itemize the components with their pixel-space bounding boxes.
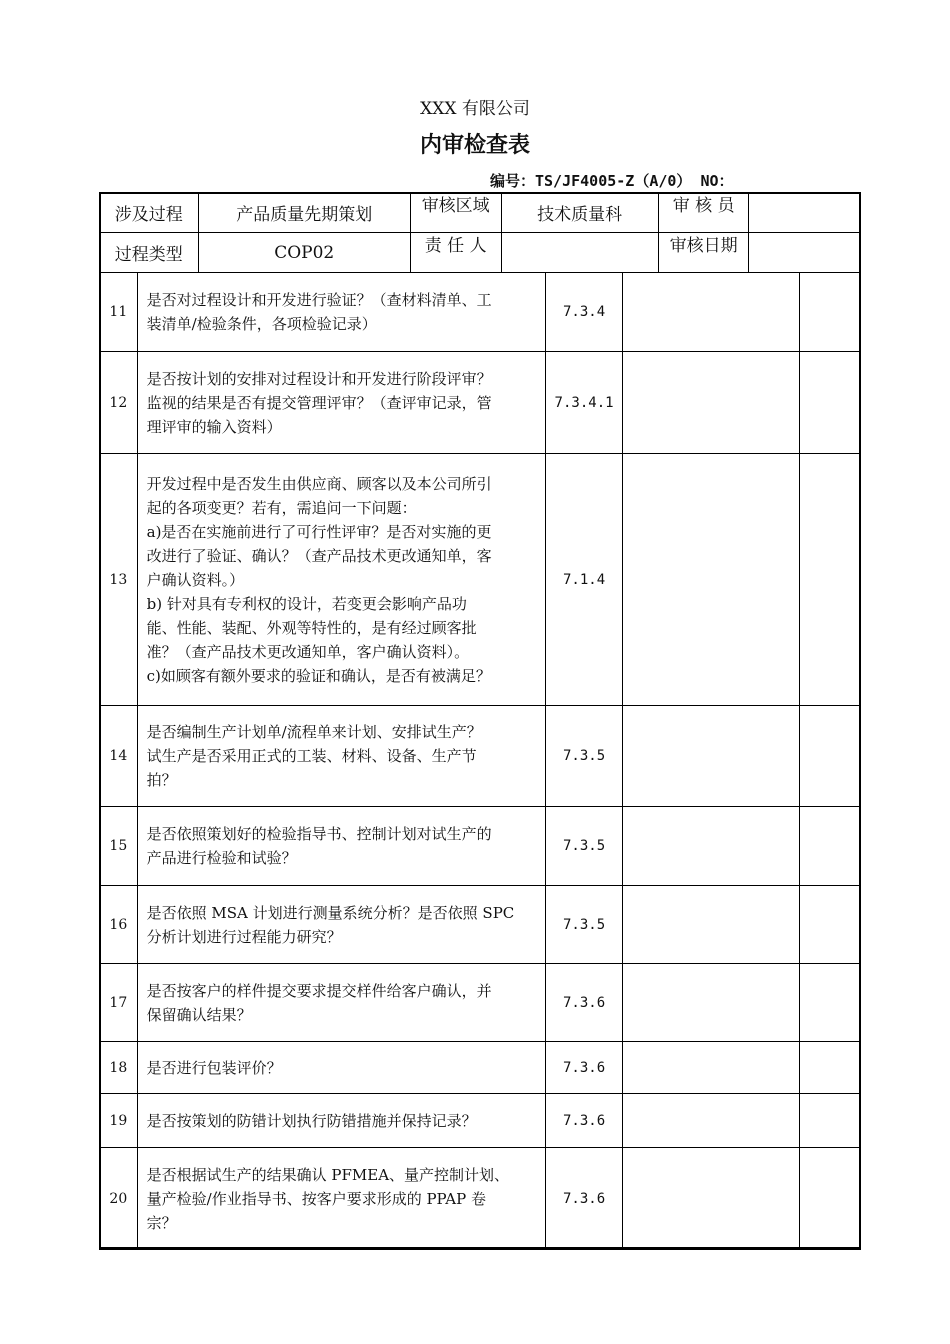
question-line: 保留确认结果？ — [146, 1005, 252, 1024]
page-frame — [99, 192, 861, 1249]
item-number: 19 — [100, 1094, 138, 1148]
standard-clause: 7.3.5 — [545, 886, 623, 964]
standard-clause: 7.3.5 — [545, 807, 623, 886]
question-line: 是否依照策划好的检验指导书、控制计划对试生产的 — [146, 825, 492, 843]
company-name: XXX 有限公司 — [420, 99, 530, 119]
standard-clause: 7.3.6 — [545, 1042, 623, 1094]
item-number: 11 — [100, 273, 138, 352]
question-line: 产品进行检验和试验？ — [146, 849, 297, 867]
item-number: 15 — [100, 807, 138, 886]
responsible-label: 责 任 人 — [410, 233, 501, 273]
standard-clause: 7.3.4 — [545, 273, 623, 352]
question-line: 理评审的输入资料） — [146, 417, 282, 436]
question-line: 准？（查产品技术更改通知单，客户确认资料）。 — [146, 642, 470, 661]
standard-clause: 7.3.6 — [545, 1094, 623, 1148]
question-line: 改进行了验证、确认？（查产品技术更改通知单，客 — [146, 546, 492, 565]
auditor-label: 审 核 员 — [658, 193, 749, 233]
question-line: b) 针对具有专利权的设计，若变更会影响产品功 — [146, 594, 467, 613]
item-number: 14 — [100, 706, 138, 807]
question-line: 是否按策划的防错计划执行防错措施并保持记录？ — [146, 1111, 477, 1130]
question-line: 起的各项变更？若有，需追问一下问题： — [146, 498, 417, 517]
question-line: 是否按客户的样件提交要求提交样件给客户确认，并 — [146, 981, 492, 1000]
item-number: 20 — [100, 1148, 138, 1250]
item-number: 18 — [100, 1042, 138, 1094]
question-line: 量产检验/作业指导书、按客户要求形成的 PPAP 卷 — [146, 1189, 486, 1208]
audit-area-value: 技术质量科 — [501, 193, 658, 233]
question-line: 是否对过程设计和开发进行验证？（查材料清单、工 — [146, 291, 492, 309]
question-line: a)是否在实施前进行了可行性评审？是否对实施的更 — [146, 522, 492, 541]
question-line: 拍？ — [146, 771, 177, 789]
process-type-value: COP02 — [198, 233, 410, 273]
question-line: 装清单/检验条件，各项检验记录） — [146, 315, 377, 333]
question-line: 开发过程中是否发生由供应商、顾客以及本公司所引 — [146, 474, 492, 493]
document-number: 编号：TS/JF4005-Z（A/0） NO： — [490, 172, 734, 190]
item-number: 12 — [100, 352, 138, 454]
question-line: 是否根据试生产的结果确认 PFMEA、量产控制计划、 — [146, 1165, 510, 1184]
audit-area-label: 审核区域 — [410, 193, 501, 233]
question-line: 是否进行包装评价？ — [146, 1058, 282, 1077]
question-line: 分析计划进行过程能力研究？ — [146, 927, 342, 946]
process-type-label: 过程类型 — [100, 233, 199, 273]
document-title: 内审检查表 — [419, 133, 530, 158]
item-number: 13 — [100, 454, 138, 706]
question-line: 监视的结果是否有提交管理评审？（查评审记录，管 — [146, 393, 492, 412]
process-label: 涉及过程 — [100, 193, 199, 233]
standard-clause: 7.3.6 — [545, 1148, 623, 1250]
item-number: 17 — [100, 964, 138, 1042]
question-line: 宗？ — [146, 1213, 177, 1232]
standard-clause: 7.3.6 — [545, 964, 623, 1042]
process-value: 产品质量先期策划 — [198, 193, 410, 233]
question-line: 试生产是否采用正式的工装、材料、设备、生产节 — [146, 747, 477, 765]
standard-clause: 7.3.5 — [545, 706, 623, 807]
question-line: 是否按计划的安排对过程设计和开发进行阶段评审？ — [146, 369, 492, 388]
question-line: 是否编制生产计划单/流程单来计划、安排试生产？ — [146, 723, 482, 741]
question-line: 是否依照 MSA 计划进行测量系统分析？是否依照 SPC — [146, 903, 515, 922]
item-number: 16 — [100, 886, 138, 964]
question-line: 户确认资料。） — [146, 570, 245, 589]
standard-clause: 7.1.4 — [545, 454, 623, 706]
audit-date-label: 审核日期 — [658, 233, 749, 273]
question-line: 能、性能、装配、外观等特性的，是有经过顾客批 — [146, 618, 477, 637]
standard-clause: 7.3.4.1 — [545, 352, 623, 454]
question-line: c)如顾客有额外要求的验证和确认，是否有被满足？ — [146, 666, 491, 685]
